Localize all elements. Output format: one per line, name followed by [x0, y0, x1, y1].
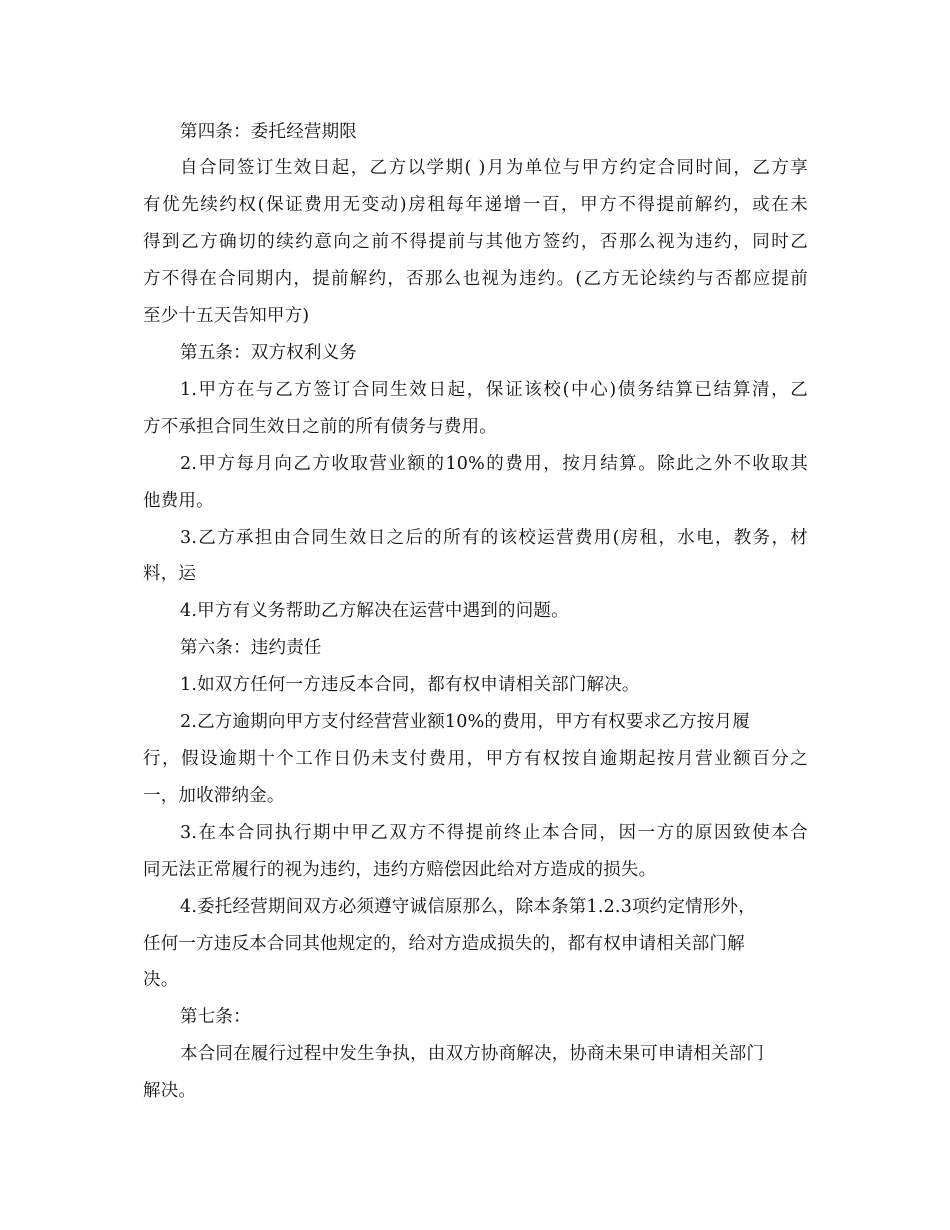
paragraph-line: 2.甲方每月向乙方收取营业额的10%的费用，按月结算。除此之外不收取其 [180, 454, 808, 474]
paragraph-line: 一，加收滞纳金。 [143, 786, 285, 806]
section-heading-7: 第七条： [180, 1007, 251, 1027]
paragraph-line: 3.在本合同执行期中甲乙双方不得提前终止本合同，因一方的原因致使本合 [180, 823, 808, 843]
paragraph-line: 3.乙方承担由合同生效日之后的所有的该校运营费用(房租，水电，教务，材 [180, 528, 808, 548]
section-heading-4: 第四条：委托经营期限 [180, 122, 357, 142]
paragraph-line: 他费用。 [143, 491, 214, 511]
paragraph-line: 行，假设逾期十个工作日仍未支付费用，甲方有权按自逾期起按月营业额百分之 [143, 749, 808, 769]
paragraph-line: 至少十五天告知甲方) [143, 306, 310, 326]
paragraph-line: 任何一方违反本合同其他规定的，给对方造成损失的，都有权申请相关部门解 [143, 934, 745, 954]
paragraph-line: 方不得在合同期内，提前解约，否那么也视为违约。(乙方无论续约与否都应提前 [143, 269, 808, 289]
paragraph-line: 2.乙方逾期向甲方支付经营营业额10%的费用，甲方有权要求乙方按月履 [180, 712, 750, 732]
paragraph-line: 料，运 [143, 564, 197, 584]
paragraph-line: 解决。 [143, 1081, 197, 1101]
paragraph-line: 本合同在履行过程中发生争执，由双方协商解决，协商未果可申请相关部门 [180, 1044, 765, 1064]
paragraph-line: 方不承担合同生效日之前的所有债务与费用。 [143, 417, 497, 437]
paragraph-line: 4.甲方有义务帮助乙方解决在运营中遇到的问题。 [180, 601, 569, 621]
paragraph-line: 自合同签订生效日起，乙方以学期( )月为单位与甲方约定合同时间，乙方享 [180, 158, 808, 178]
paragraph-line: 4.委托经营期间双方必须遵守诚信原那么，除本条第1.2.3项约定情形外， [180, 897, 756, 917]
paragraph-line: 得到乙方确切的续约意向之前不得提前与其他方签约，否那么视为违约，同时乙 [143, 232, 808, 252]
section-heading-5: 第五条：双方权利义务 [180, 343, 357, 363]
paragraph-line: 同无法正常履行的视为违约，违约方赔偿因此给对方造成的损失。 [143, 860, 657, 880]
section-heading-6: 第六条：违约责任 [180, 638, 322, 658]
paragraph-line: 1.如双方任何一方违反本合同，都有权申请相关部门解决。 [180, 675, 640, 695]
paragraph-line: 决。 [143, 970, 179, 990]
paragraph-line: 1.甲方在与乙方签订合同生效日起，保证该校(中心)债务结算已结算清，乙 [180, 380, 808, 400]
paragraph-line: 有优先续约权(保证费用无变动)房租每年递增一百，甲方不得提前解约，或在未 [143, 195, 808, 215]
